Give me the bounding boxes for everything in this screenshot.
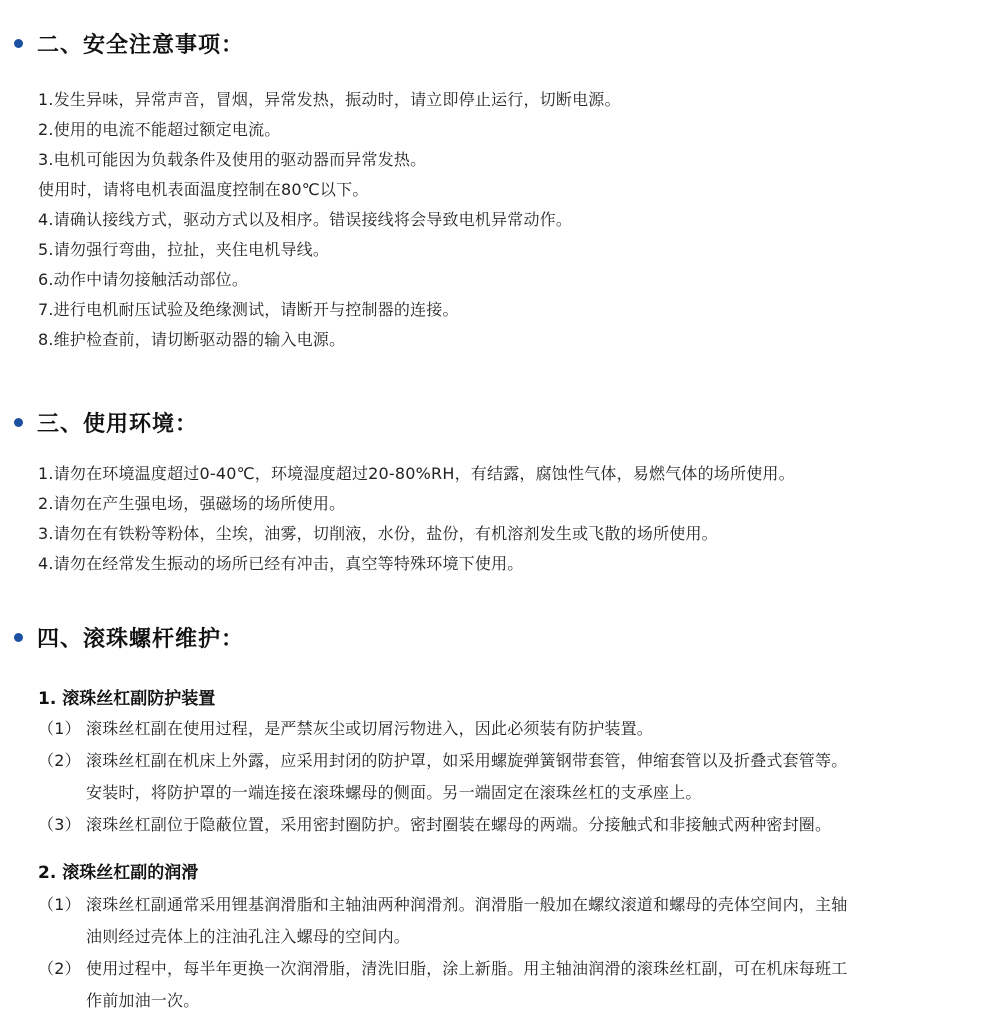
item-continuation: 作前加油一次。 <box>86 991 200 1010</box>
item-number: （2） <box>38 751 81 770</box>
safety-item: 1.发生异味，异常声音，冒烟，异常发热，振动时，请立即停止运行，切断电源。 <box>38 90 621 109</box>
bullet-dot-icon <box>14 418 23 427</box>
protection-item <box>38 748 847 771</box>
item-text: 滚珠丝杠副位于隐蔽位置，采用密封圈防护。密封圈装在螺母的两端。分接触式和非接触式两种密封圈。 <box>86 815 832 834</box>
environment-item: 1.请勿在环境温度超过0-40℃，环境湿度超过20-80%RH，有结露，腐蚀性气体，易燃气体的场所使用。 <box>38 464 795 483</box>
item-text: 使用过程中，每半年更换一次润滑脂，清洗旧脂，涂上新脂。用主轴油润滑的滚珠丝杠副，可在机床每班工 <box>86 959 848 978</box>
safety-item: 3.电机可能因为负载条件及使用的驱动器而异常发热。 <box>38 150 427 169</box>
safety-item: 使用时，请将电机表面温度控制在80℃以下。 <box>38 180 369 199</box>
lubrication-item <box>38 956 847 979</box>
item-continuation: 安装时，将防护罩的一端连接在滚珠螺母的侧面。另一端固定在滚珠丝杠的支承座上。 <box>86 783 702 802</box>
environment-item: 2.请勿在产生强电场，强磁场的场所使用。 <box>38 494 346 513</box>
environment-item: 3.请勿在有铁粉等粉体，尘埃，油雾，切削液，水份，盐份，有机溶剂发生或飞散的场所使用。 <box>38 524 718 543</box>
safety-item: 8.维护检查前，请切断驱动器的输入电源。 <box>38 330 346 349</box>
subsection-title-protection: 1. 滚珠丝杠副防护装置 <box>38 689 216 709</box>
safety-item: 7.进行电机耐压试验及绝缘测试，请断开与控制器的连接。 <box>38 300 459 319</box>
safety-item: 4.请确认接线方式，驱动方式以及相序。错误接线将会导致电机异常动作。 <box>38 210 573 229</box>
item-number: （1） <box>38 719 81 738</box>
safety-item: 5.请勿强行弯曲，拉扯，夹住电机导线。 <box>38 240 330 259</box>
section-title: 四、滚珠螺杆维护： <box>37 627 245 652</box>
safety-item: 6.动作中请勿接触活动部位。 <box>38 270 249 289</box>
item-number: （3） <box>38 815 81 834</box>
item-number: （2） <box>38 959 81 978</box>
section-title: 三、使用环境： <box>37 412 199 437</box>
protection-item <box>38 812 831 835</box>
item-text: 滚珠丝杠副在机床上外露，应采用封闭的防护罩，如采用螺旋弹簧钢带套管，伸缩套管以及折叠式套管等。 <box>86 751 848 770</box>
protection-item <box>38 716 653 739</box>
bullet-dot-icon <box>14 39 23 48</box>
section-title: 二、安全注意事项： <box>37 33 245 58</box>
lubrication-item <box>38 892 847 915</box>
item-text: 滚珠丝杠副在使用过程，是严禁灰尘或切屑污物进入，因此必须装有防护装置。 <box>86 719 654 738</box>
bullet-dot-icon <box>14 633 23 642</box>
section-heading-safety <box>14 28 244 59</box>
item-text: 滚珠丝杠副通常采用锂基润滑脂和主轴油两种润滑剂。润滑脂一般加在螺纹滚道和螺母的壳体空间内，主轴 <box>86 895 848 914</box>
section-heading-environment <box>14 407 198 438</box>
item-continuation: 油则经过壳体上的注油孔注入螺母的空间内。 <box>86 927 411 946</box>
environment-item: 4.请勿在经常发生振动的场所已经有冲击，真空等特殊环境下使用。 <box>38 554 524 573</box>
safety-item: 2.使用的电流不能超过额定电流。 <box>38 120 281 139</box>
section-heading-maintenance <box>14 622 244 653</box>
item-number: （1） <box>38 895 81 914</box>
subsection-title-lubrication: 2. 滚珠丝杠副的润滑 <box>38 863 199 883</box>
